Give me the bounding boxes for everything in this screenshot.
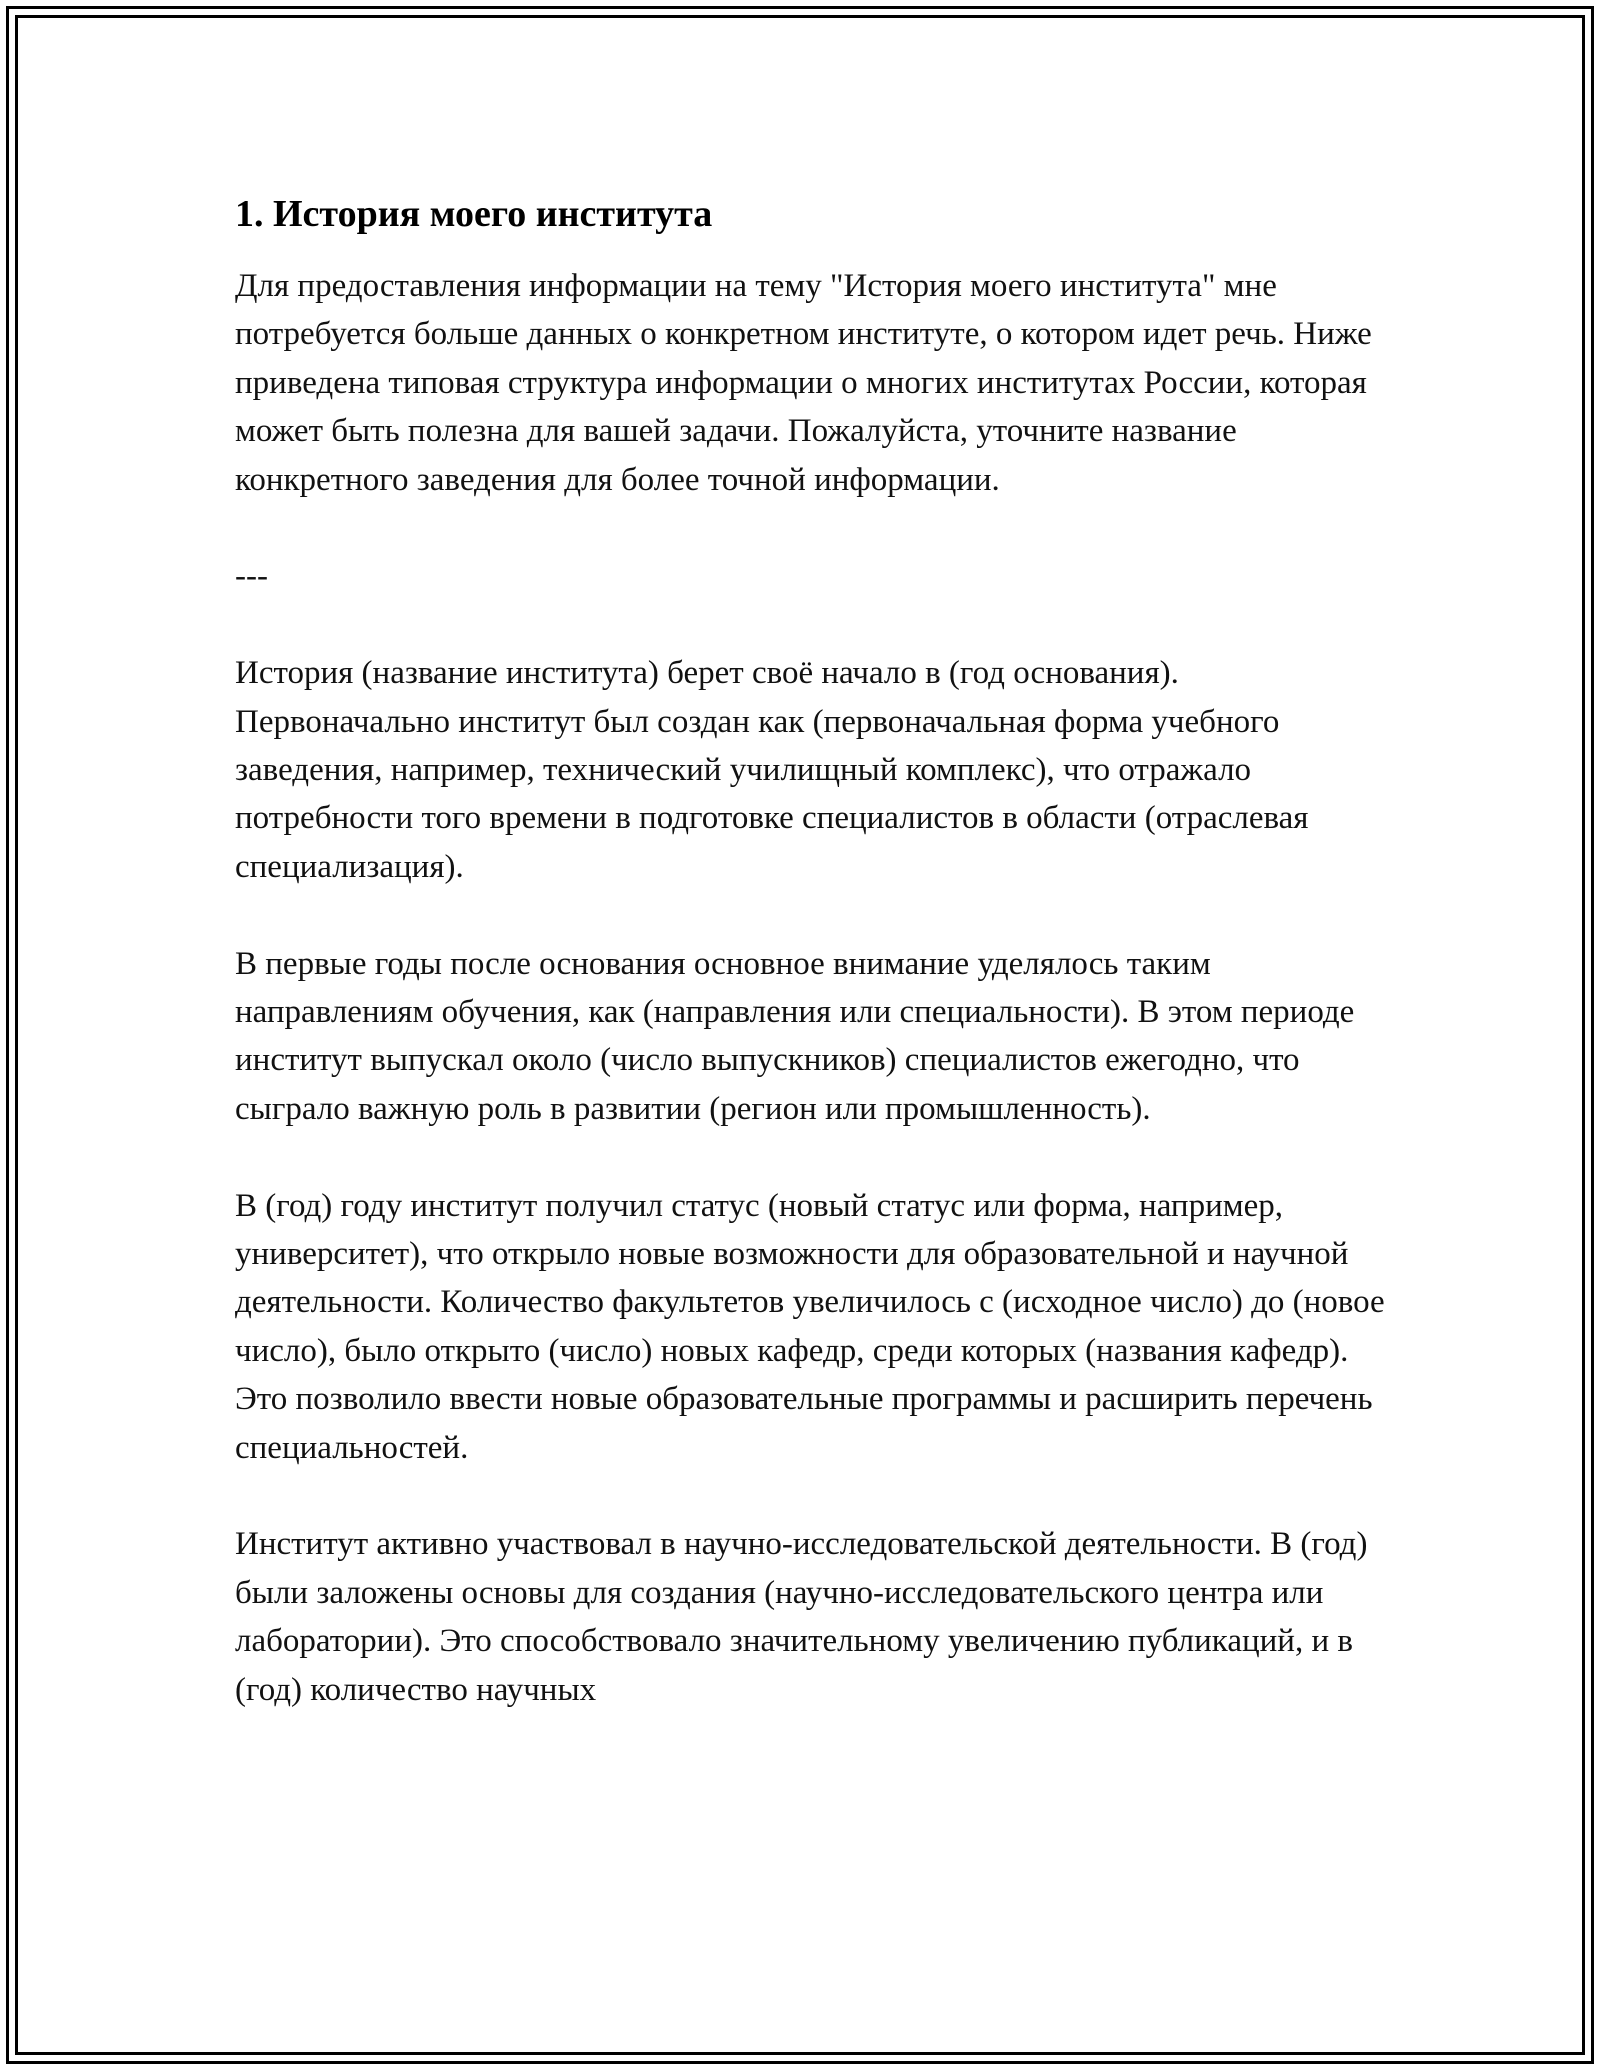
paragraph-research: Институт активно участвовал в научно-исследовательской деятельности. В (год) были заложены основы для создания (научно-исследовательского центра или лаборатории). Это способствовало значительному увеличению публикаций, и в (год) количество научных [235,1526,1368,1708]
paragraph-status-change: В (год) году институт получил статус (новый статус или форма, например, университет), что открыло новые возможности для образовательной и научной деятельности. Количество факультетов увеличилось с (исходное число) до (новое число), было открыто (число) новых кафедр, среди которых (названия кафедр). Это позволило ввести новые образовательные программы и расширить перечень специальностей. [235,1187,1385,1466]
separator: --- [235,558,268,595]
page-title: 1. История моего института [235,193,713,235]
paragraph-early-years: В первые годы после основания основное внимание уделялось таким направлениям обучения, как (направления или специальности). В этом периоде институт выпускал около (число выпускников) специалистов ежегодно, что сыграло важную роль в развитии (регион или промышленность). [235,945,1355,1127]
paragraph-founding: История (название института) берет своё начало в (год основания). Первоначально институт был создан как (первоначальная форма учебного заведения, например, технический училищный комплекс), что отражало потребности того времени в подготовке специалистов в области (отраслевая специализация). [235,655,1309,885]
document-body [235,186,1395,1763]
intro-paragraph: Для предоставления информации на тему "История моего института" мне потребуется больше данных о конкретном институте, о котором идет речь. Ниже приведена типовая структура информации о многих институтах России, которая может быть полезна для вашей задачи. Пожалуйста, уточните название конкретного заведения для более точной информации. [235,268,1372,498]
